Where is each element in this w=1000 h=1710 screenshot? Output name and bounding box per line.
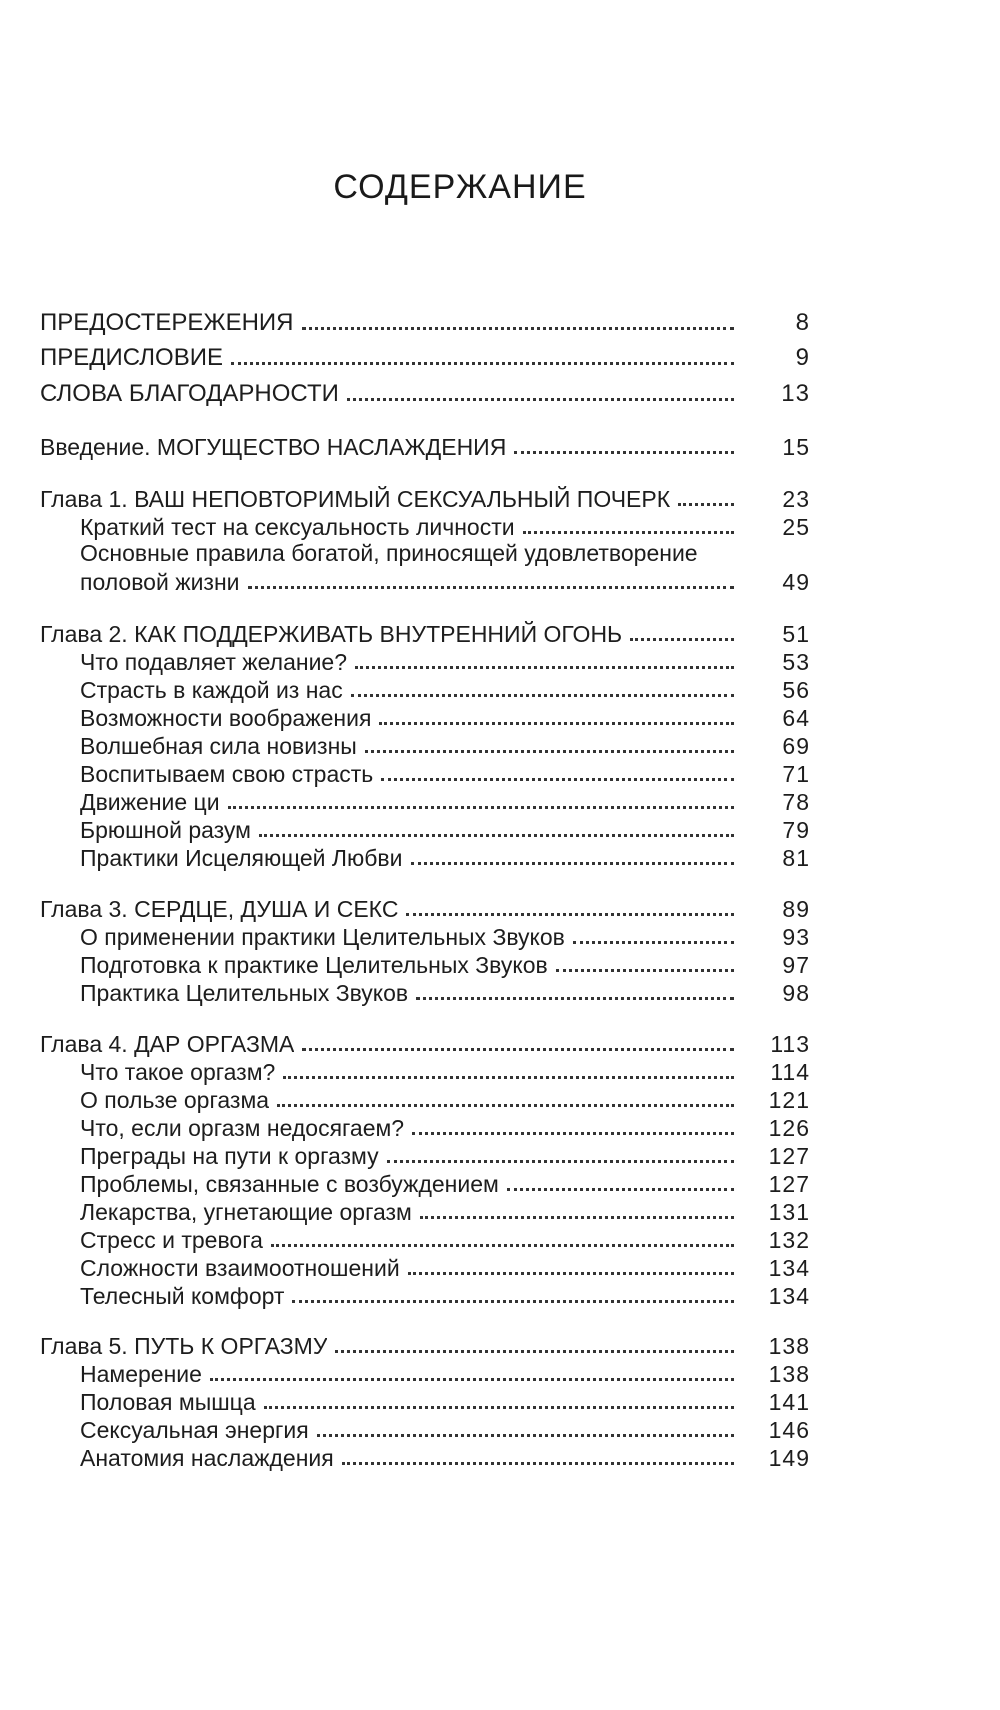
toc-chapter-3[interactable]: [40, 892, 810, 922]
dot-leader: [277, 1104, 734, 1107]
entry-label: Глава 3. СЕРДЦЕ, ДУША И СЕКС: [40, 896, 399, 922]
entry-page: 89: [782, 896, 810, 922]
toc-subentry[interactable]: [80, 1251, 810, 1281]
entry-page: 79: [782, 817, 810, 843]
toc-entry-introduction[interactable]: [40, 430, 810, 460]
entry-label: СЛОВА БЛАГОДАРНОСТИ: [40, 381, 339, 407]
dot-leader: [408, 1272, 734, 1275]
entry-label: Проблемы, связанные с возбуждением: [80, 1171, 499, 1197]
entry-label: Стресс и тревога: [80, 1227, 263, 1253]
entry-page: 127: [768, 1171, 810, 1197]
toc-entry-acknowledgements[interactable]: [40, 377, 810, 407]
dot-leader: [264, 1406, 734, 1409]
dot-leader: [351, 694, 734, 697]
entry-page: 9: [795, 344, 810, 371]
entry-page: 71: [782, 761, 810, 787]
entry-label: Практики Исцеляющей Любви: [80, 845, 403, 871]
toc-subentry[interactable]: [80, 841, 810, 871]
entry-page: 97: [782, 952, 810, 978]
page-title: СОДЕРЖАНИЕ: [333, 168, 587, 206]
dot-leader: [406, 913, 734, 916]
entry-page: 134: [768, 1255, 810, 1281]
toc-subentry[interactable]: [80, 1279, 810, 1309]
entry-page: 138: [768, 1361, 810, 1387]
entry-page: 69: [782, 733, 810, 759]
entry-page: 49: [782, 569, 810, 595]
dot-leader: [678, 503, 734, 506]
toc-subentry[interactable]: [80, 920, 810, 950]
toc-subentry[interactable]: [80, 1111, 810, 1141]
entry-page: 81: [782, 845, 810, 871]
toc-subentry[interactable]: [80, 1413, 810, 1443]
entry-label: Возможности воображения: [80, 705, 372, 731]
dot-leader: [335, 1350, 734, 1353]
dot-leader: [210, 1378, 734, 1381]
entry-label: Движение ци: [80, 789, 220, 815]
toc-chapter-2[interactable]: [40, 617, 810, 647]
entry-label: Лекарства, угнетающие оргазм: [80, 1199, 412, 1225]
toc-subentry[interactable]: [80, 1357, 810, 1387]
entry-label: Анатомия наслаждения: [80, 1445, 334, 1471]
entry-page: 98: [782, 980, 810, 1006]
dot-leader: [317, 1434, 734, 1437]
entry-page: 138: [768, 1333, 810, 1359]
entry-label: Глава 2. КАК ПОДДЕРЖИВАТЬ ВНУТРЕННИЙ ОГОНЬ: [40, 621, 623, 647]
entry-label: Краткий тест на сексуальность личности: [80, 514, 515, 540]
toc-chapter-1[interactable]: [40, 482, 810, 512]
toc-subentry[interactable]: [80, 785, 810, 815]
entry-label: Глава 4. ДАР ОРГАЗМА: [40, 1031, 295, 1057]
entry-page: 127: [768, 1143, 810, 1169]
entry-label: ПРЕДОСТЕРЕЖЕНИЯ: [40, 310, 294, 336]
entry-page: 15: [782, 434, 810, 460]
entry-label: половой жизни: [80, 569, 240, 595]
dot-leader: [420, 1216, 734, 1219]
dot-leader: [231, 362, 734, 365]
dot-leader: [292, 1300, 734, 1303]
dot-leader: [248, 586, 734, 589]
dot-leader: [228, 806, 734, 809]
toc-subentry[interactable]: [80, 673, 810, 703]
entry-page: 51: [782, 621, 810, 647]
entry-label: Что такое оргазм?: [80, 1059, 276, 1085]
toc-subentry[interactable]: [80, 1167, 810, 1197]
entry-label: Телесный комфорт: [80, 1283, 285, 1309]
entry-page: 13: [781, 380, 810, 407]
dot-leader: [283, 1076, 734, 1079]
entry-label: Волшебная сила новизны: [80, 733, 357, 759]
dot-leader: [416, 997, 734, 1000]
dot-leader: [514, 451, 734, 454]
dot-leader: [355, 666, 734, 669]
entry-label: О пользе оргазма: [80, 1087, 270, 1113]
entry-page: 64: [782, 705, 810, 731]
toc-subentry-wrapped-line[interactable]: Основные правила богатой, приносящей удовлетворение: [80, 540, 698, 566]
dot-leader: [507, 1188, 734, 1191]
toc-subentry[interactable]: [80, 1195, 810, 1225]
toc-subentry[interactable]: [80, 701, 810, 731]
dot-leader: [347, 398, 734, 401]
entry-page: 53: [782, 649, 810, 675]
entry-label: Брюшной разум: [80, 817, 251, 843]
entry-label: Намерение: [80, 1361, 202, 1387]
toc-subentry[interactable]: [80, 1083, 810, 1113]
dot-leader: [302, 327, 735, 330]
entry-page: 114: [770, 1059, 810, 1085]
toc-subentry[interactable]: [80, 813, 810, 843]
dot-leader: [556, 969, 734, 972]
entry-label: Преграды на пути к оргазму: [80, 1143, 379, 1169]
toc-subentry[interactable]: [80, 645, 810, 675]
dot-leader: [523, 531, 734, 534]
entry-page: 132: [768, 1227, 810, 1253]
dot-leader: [381, 778, 734, 781]
toc-subentry[interactable]: [80, 510, 810, 540]
toc-chapter-4[interactable]: [40, 1027, 810, 1057]
entry-label: Сексуальная энергия: [80, 1417, 309, 1443]
entry-page: 131: [768, 1199, 810, 1225]
toc-subentry[interactable]: [80, 757, 810, 787]
toc-subentry[interactable]: [80, 729, 810, 759]
entry-page: 78: [782, 789, 810, 815]
entry-label: Половая мышца: [80, 1389, 256, 1415]
toc-subentry[interactable]: [80, 1385, 810, 1415]
entry-page: 93: [782, 924, 810, 950]
entry-label: Введение. МОГУЩЕСТВО НАСЛАЖДЕНИЯ: [40, 434, 507, 460]
entry-page: 146: [768, 1417, 810, 1443]
entry-label: Что, если оргазм недосягаем?: [80, 1115, 405, 1141]
entry-page: 8: [795, 309, 810, 336]
entry-label: Глава 5. ПУТЬ К ОРГАЗМУ: [40, 1333, 328, 1359]
entry-label: ПРЕДИСЛОВИЕ: [40, 345, 223, 371]
entry-label: Воспитываем свою страсть: [80, 761, 374, 787]
dot-leader: [302, 1048, 734, 1051]
toc-subentry[interactable]: [80, 1223, 810, 1253]
dot-leader: [342, 1462, 734, 1465]
dot-leader: [271, 1244, 734, 1247]
entry-label: Практика Целительных Звуков: [80, 980, 409, 1006]
dot-leader: [379, 722, 734, 725]
entry-page: 56: [782, 677, 810, 703]
toc-subentry[interactable]: [80, 1055, 810, 1085]
dot-leader: [630, 638, 734, 641]
entry-label: Страсть в каждой из нас: [80, 677, 343, 703]
entry-label: Глава 1. ВАШ НЕПОВТОРИМЫЙ СЕКСУАЛЬНЫЙ ПОЧЕРК: [40, 486, 671, 512]
entry-page: 149: [768, 1445, 810, 1471]
toc-subentry[interactable]: [80, 1441, 810, 1471]
toc-entry-preface[interactable]: [40, 341, 810, 371]
entry-label: Что подавляет желание?: [80, 649, 348, 675]
dot-leader: [259, 834, 734, 837]
entry-label: О применении практики Целительных Звуков: [80, 924, 565, 950]
toc-chapter-5[interactable]: [40, 1329, 810, 1359]
dot-leader: [387, 1160, 734, 1163]
toc-entry-warnings[interactable]: [40, 306, 810, 336]
toc-subentry[interactable]: [80, 1139, 810, 1169]
dot-leader: [411, 862, 735, 865]
toc-subentry[interactable]: [80, 976, 810, 1006]
toc-subentry[interactable]: [80, 565, 810, 595]
dot-leader: [573, 941, 734, 944]
dot-leader: [412, 1132, 734, 1135]
entry-page: 113: [770, 1031, 810, 1057]
entry-page: 121: [768, 1087, 810, 1113]
dot-leader: [365, 750, 734, 753]
entry-label: Сложности взаимоотношений: [80, 1255, 400, 1281]
entry-page: 134: [768, 1283, 810, 1309]
entry-page: 126: [768, 1115, 810, 1141]
entry-page: 141: [768, 1389, 810, 1415]
entry-page: 25: [782, 514, 810, 540]
toc-subentry[interactable]: [80, 948, 810, 978]
entry-label: Подготовка к практике Целительных Звуков: [80, 952, 548, 978]
entry-page: 23: [782, 486, 810, 512]
